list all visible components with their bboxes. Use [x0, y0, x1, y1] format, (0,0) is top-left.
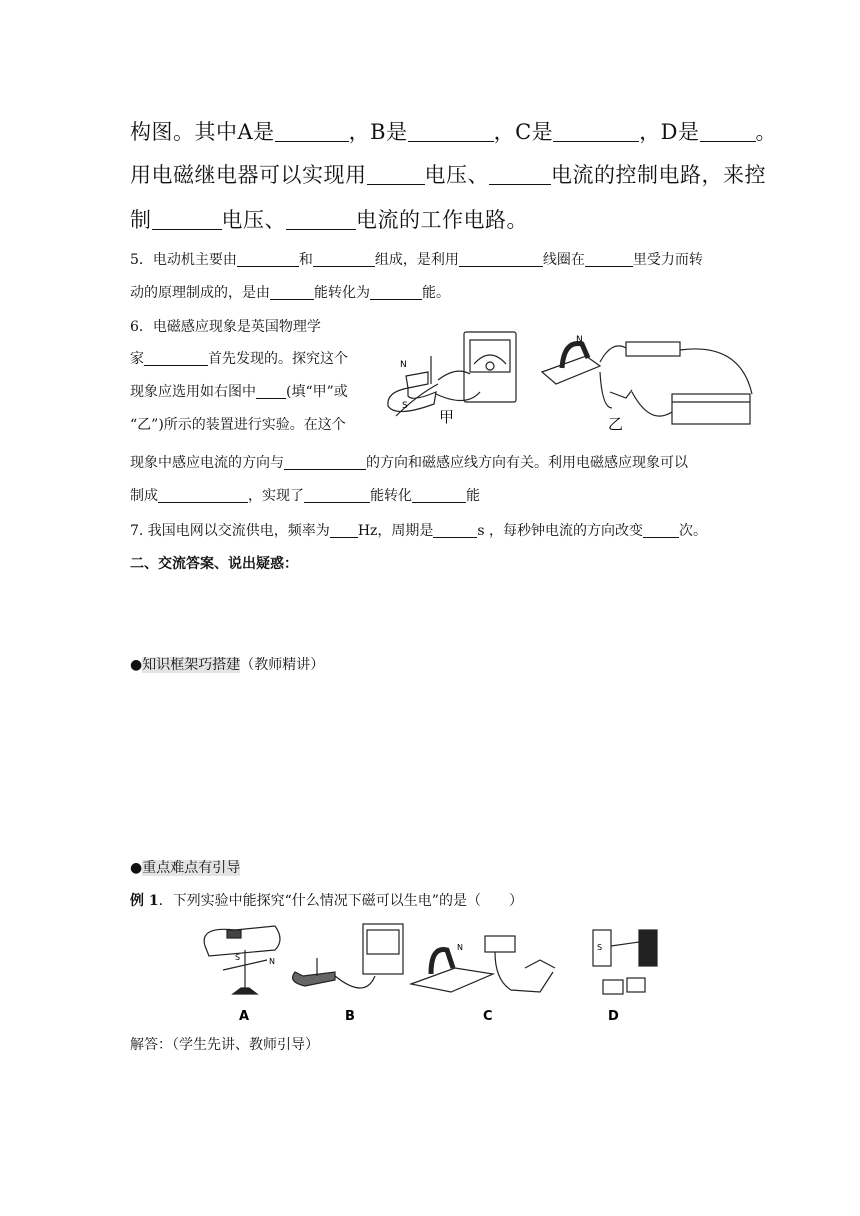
- q6-line-3: [130, 381, 348, 401]
- apparatus-jia-figure: [376, 326, 526, 436]
- pole-n-label: N: [269, 957, 275, 966]
- q5-line-1: [130, 249, 703, 269]
- bullet: ●: [130, 860, 143, 876]
- key-points-heading: [130, 857, 240, 877]
- answer-line: 解答：（学生先讲、教师引导）: [130, 1037, 319, 1053]
- answer-blank[interactable]: [152, 208, 222, 230]
- text: 动的原理制成的，是由: [130, 285, 270, 301]
- text: 能转化: [370, 488, 412, 504]
- text: 电压、: [221, 208, 286, 232]
- text: 能: [466, 488, 480, 504]
- text: 电压、: [424, 163, 489, 187]
- text: （教师精讲）: [240, 657, 325, 673]
- option-a-label: A: [239, 1009, 250, 1024]
- q4-line-3: [130, 204, 528, 234]
- text: 。: [755, 120, 778, 144]
- answer-blank[interactable]: [367, 163, 425, 185]
- example-figures: [195, 920, 665, 1024]
- highlighted-text: 重点难点有引导: [142, 860, 241, 876]
- answer-blank[interactable]: [313, 252, 375, 267]
- text: 用电磁继电器可以实现用: [130, 163, 367, 187]
- text: ，D是: [639, 120, 700, 144]
- q7-line: [130, 520, 707, 540]
- pole-n-label: N: [400, 360, 407, 370]
- answer-blank[interactable]: [275, 120, 349, 142]
- option-c-label: C: [483, 1009, 493, 1024]
- option-b-label: B: [345, 1009, 355, 1024]
- bullet: ●: [130, 657, 143, 673]
- example-label: 例 1: [130, 893, 159, 909]
- answer-blank[interactable]: [585, 252, 633, 267]
- answer-blank[interactable]: [412, 488, 466, 503]
- text: 制成: [130, 488, 158, 504]
- answer-blank[interactable]: [408, 120, 494, 142]
- answer-blank[interactable]: [158, 488, 248, 503]
- example-1: [130, 890, 523, 910]
- text: 家: [130, 351, 144, 367]
- text: 次。: [679, 523, 708, 539]
- answer-blank[interactable]: [370, 285, 422, 300]
- answer-blank[interactable]: [433, 523, 477, 538]
- text: 7. 我国电网以交流供电，频率为: [130, 523, 330, 539]
- text: 组成，是利用: [374, 252, 459, 268]
- q4-line-2: [130, 159, 766, 189]
- text: ．下列实验中能探究“什么情况下磁可以生电”的是（ ）: [158, 893, 523, 909]
- answer-blank[interactable]: [256, 384, 286, 399]
- answer-blank[interactable]: [270, 285, 314, 300]
- text: 电流的控制电路，来控: [551, 163, 766, 187]
- text: 和: [298, 252, 313, 268]
- answer-blank[interactable]: [304, 488, 370, 503]
- highlighted-text: 知识框架巧搭建: [142, 657, 241, 673]
- pole-s-label: S: [235, 953, 241, 962]
- q6-line-1: 6．电磁感应现象是英国物理学: [130, 319, 321, 335]
- answer-blank[interactable]: [553, 120, 639, 142]
- text: (填“甲”或: [286, 384, 348, 400]
- answer-blank[interactable]: [459, 252, 543, 267]
- q6-line-6: [130, 485, 480, 505]
- text: 现象中感应电流的方向与: [130, 455, 284, 471]
- text: 首先发现的。探究这个: [208, 351, 348, 367]
- apparatus-yi-figure: [540, 332, 764, 436]
- answer-blank[interactable]: [700, 120, 756, 142]
- text: 构图。其中A是: [130, 120, 275, 144]
- pole-s-label: S: [402, 401, 408, 411]
- option-d-label: D: [608, 1009, 619, 1024]
- knowledge-framework-heading: [130, 654, 324, 674]
- text: Hz，周期是: [357, 523, 434, 539]
- answer-blank[interactable]: [489, 163, 551, 185]
- text: 电流的工作电路。: [356, 208, 528, 232]
- q5-line-2: [130, 282, 450, 302]
- text: 能转化为: [314, 285, 370, 301]
- pole-n-label: N: [576, 335, 583, 345]
- answer-blank[interactable]: [330, 523, 358, 538]
- answer-blank[interactable]: [286, 208, 356, 230]
- text: ，实现了: [248, 488, 304, 504]
- text: 里受力而转: [632, 252, 703, 268]
- text: s ，每秒钟电流的方向改变: [477, 523, 644, 539]
- q6-line-5: [130, 452, 688, 472]
- text: ，B是: [348, 120, 408, 144]
- text: 制: [130, 208, 152, 232]
- answer-blank[interactable]: [144, 351, 208, 366]
- fig-yi-caption: 乙: [608, 415, 624, 433]
- text: 能。: [422, 285, 450, 301]
- text: 现象应选用如右图中: [130, 384, 256, 400]
- pole-s-label: S: [597, 943, 603, 952]
- q6-line-2: [130, 348, 348, 368]
- section-2-heading: 二、交流答案、说出疑惑：: [130, 556, 298, 572]
- answer-blank[interactable]: [237, 252, 299, 267]
- text: ，C是: [493, 120, 554, 144]
- fig-jia-caption: 甲: [439, 408, 455, 426]
- q6-line-4: “乙”)所示的装置进行实验。在这个: [130, 417, 346, 433]
- pole-n-label: N: [457, 943, 463, 952]
- q4-line-1: [130, 116, 777, 146]
- text: 的方向和磁感应线方向有关。利用电磁感应现象可以: [366, 455, 688, 471]
- answer-blank[interactable]: [284, 455, 366, 470]
- answer-blank[interactable]: [643, 523, 679, 538]
- text: 5．电动机主要由: [130, 252, 237, 268]
- text: 线圈在: [542, 252, 585, 268]
